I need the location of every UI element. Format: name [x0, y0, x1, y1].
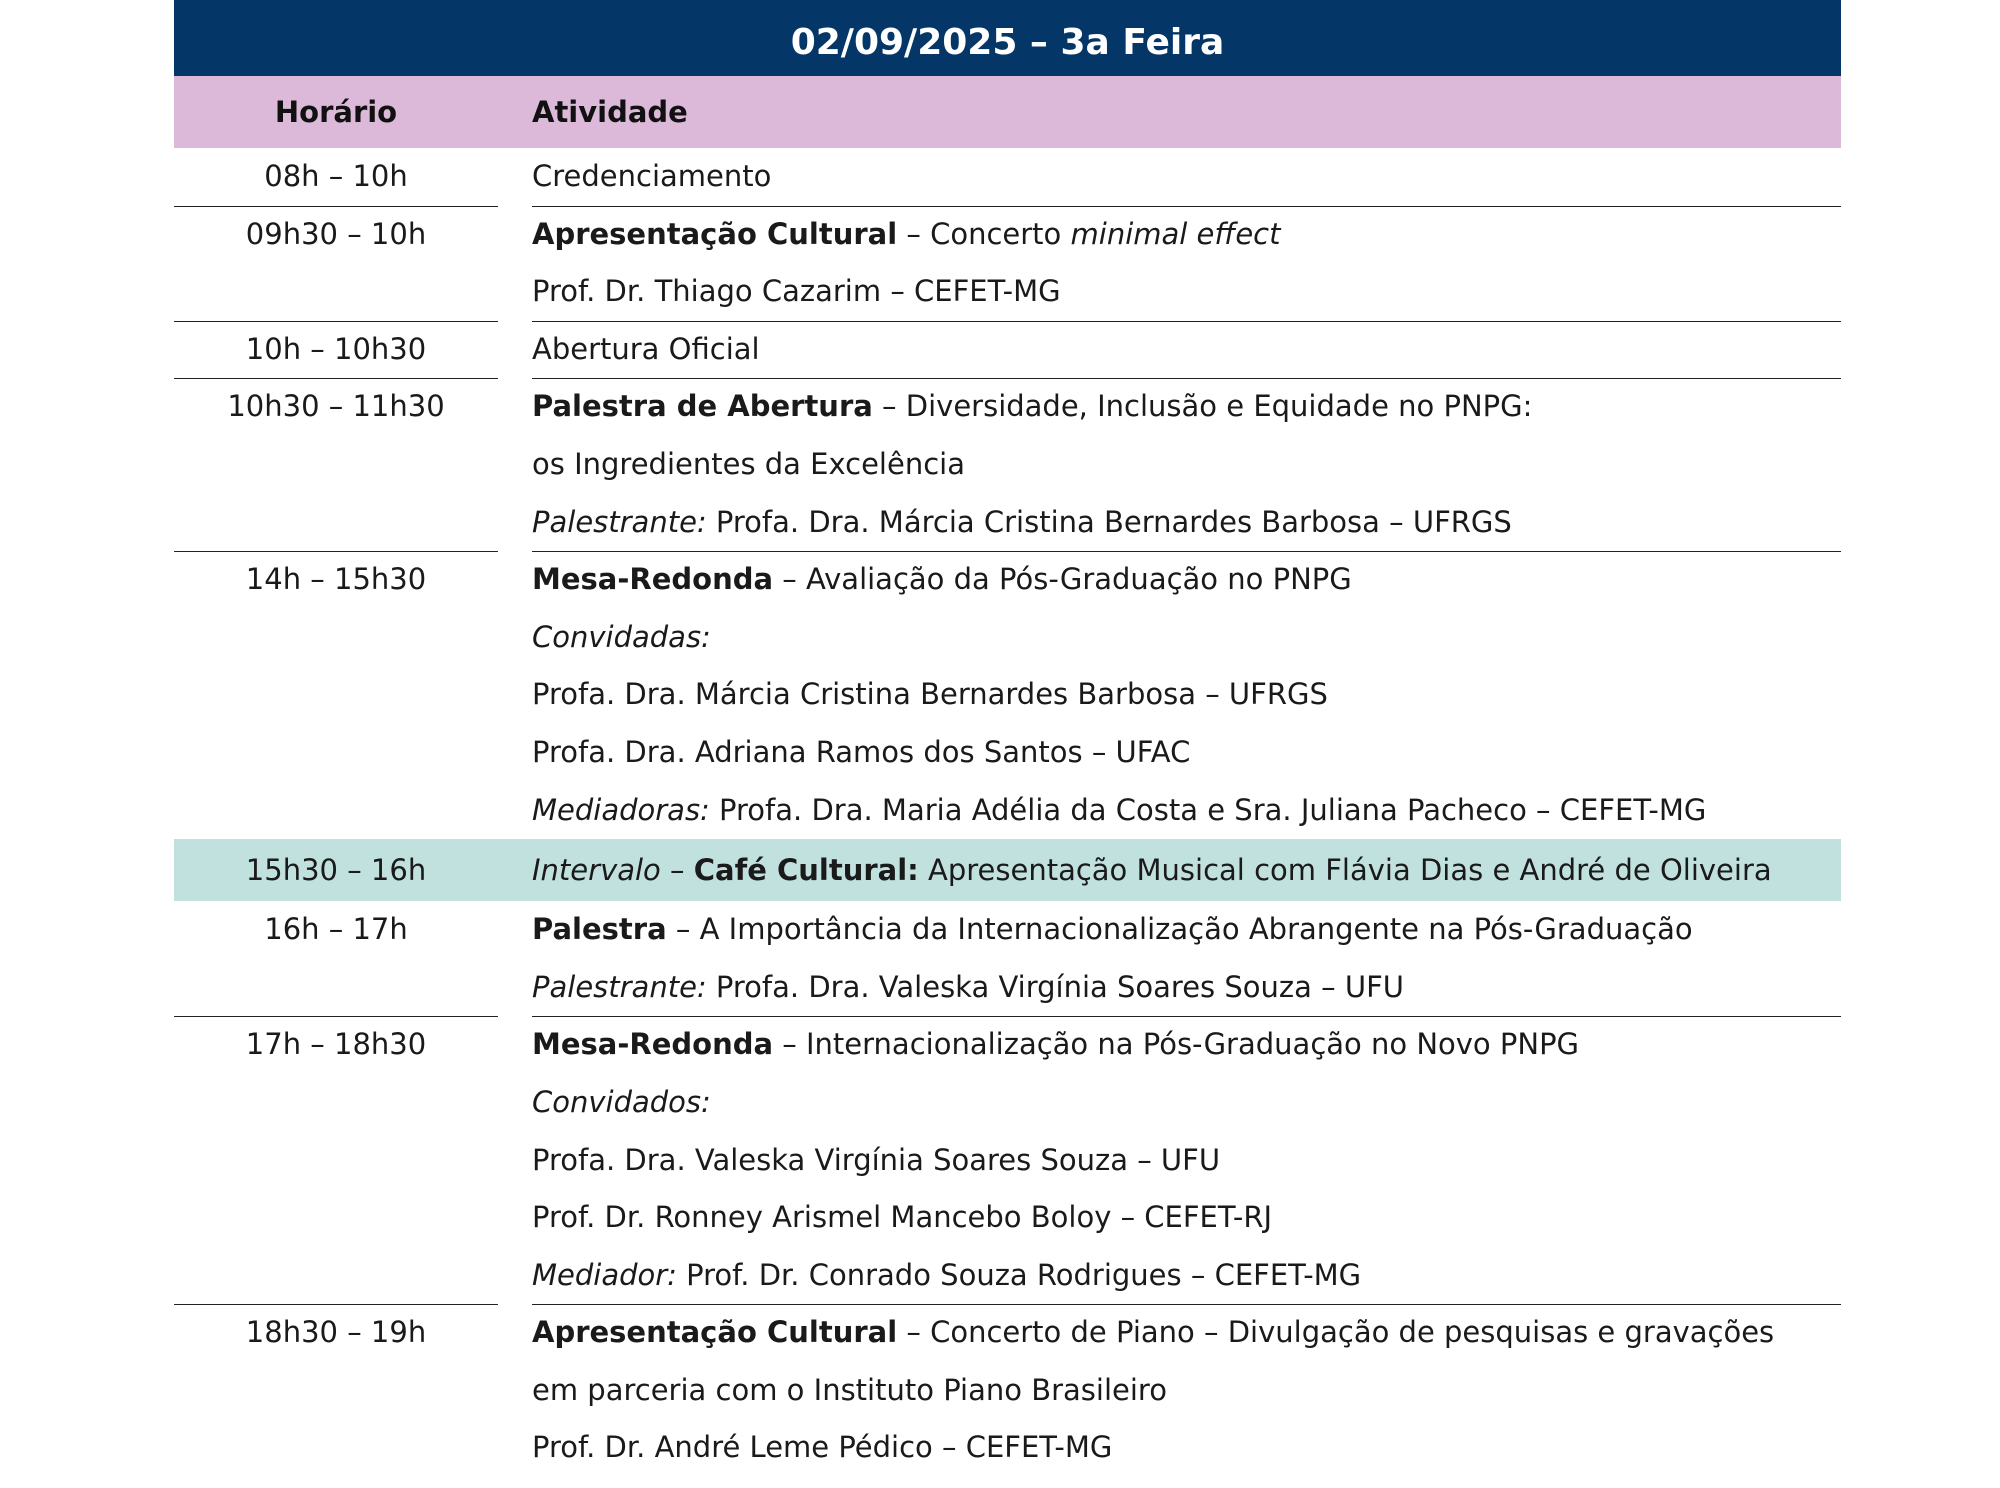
- time-cell: 15h30 – 16h: [245, 853, 427, 888]
- table-row: [174, 321, 1841, 379]
- text-segment: Apresentação Musical com Flávia Dias e André de Oliveira: [918, 853, 1772, 888]
- activity-line: [532, 609, 1841, 667]
- bold-title: Mesa-Redonda: [532, 1027, 774, 1062]
- activity-line: [532, 494, 1841, 552]
- activity-line: [532, 1189, 1841, 1247]
- text-segment: Credenciamento: [532, 159, 772, 193]
- column-header-time: Horário: [274, 95, 398, 129]
- text-segment: Profa. Dra. Márcia Cristina Bernardes Barbosa – UFRGS: [706, 504, 1512, 539]
- activity-cell: [532, 901, 1841, 1016]
- text-segment: – Avaliação da Pós-Graduação no PNPG: [773, 562, 1352, 597]
- time-cell: 10h30 – 11h30: [227, 389, 445, 424]
- text-segment: Profa. Dra. Valeska Virgínia Soares Souza – UFU: [532, 1142, 1221, 1177]
- activity-line: [532, 378, 1841, 436]
- italic-label: Mediadoras:: [532, 792, 710, 827]
- text-segment: – Concerto de Piano – Divulgação de pesquisas e gravações: [897, 1315, 1775, 1350]
- table-row: [174, 1016, 1841, 1304]
- activity-line: [532, 782, 1841, 840]
- bold-title: Apresentação Cultural: [532, 216, 898, 251]
- table-row: [174, 206, 1841, 321]
- bold-title: Palestra de Abertura: [532, 389, 873, 424]
- activity-line: [532, 839, 1841, 901]
- italic-label: Palestrante:: [532, 969, 707, 1004]
- text-segment: – Concerto: [897, 216, 1071, 251]
- activity-line: [532, 724, 1841, 782]
- activity-line: [532, 1016, 1841, 1074]
- activity-line: [532, 263, 1841, 321]
- text-segment: Prof. Dr. Thiago Cazarim – CEFET-MG: [532, 274, 1061, 309]
- time-cell: 08h – 10h: [264, 159, 408, 193]
- text-segment: – Internacionalização na Pós-Graduação no Novo PNPG: [773, 1027, 1580, 1062]
- activity-cell: [532, 1016, 1841, 1304]
- text-segment: em parceria com o Instituto Piano Brasileiro: [532, 1372, 1167, 1407]
- activity-cell: [532, 839, 1841, 901]
- activity-line: [532, 666, 1841, 724]
- text-segment: Profa. Dra. Maria Adélia da Costa e Sra. Juliana Pacheco – CEFET-MG: [709, 792, 1707, 827]
- activity-line: [532, 1362, 1841, 1420]
- time-cell: 14h – 15h30: [245, 562, 427, 597]
- text-segment: Profa. Dra. Adriana Ramos dos Santos – UFAC: [532, 734, 1191, 769]
- date-banner: 02/09/2025 – 3a Feira: [174, 0, 1841, 76]
- italic-label: Palestrante:: [532, 504, 707, 539]
- text-segment: – A Importância da Internacionalização Abrangente na Pós-Graduação: [666, 912, 1693, 947]
- table-header: [174, 76, 1841, 148]
- activity-cell: [532, 378, 1841, 551]
- activity-cell: [532, 321, 1841, 379]
- bold-title: Café Cultural:: [693, 853, 919, 888]
- bold-title: Palestra: [532, 912, 667, 947]
- activity-line: [532, 1247, 1841, 1305]
- text-segment: –: [660, 853, 694, 888]
- activity-line: [532, 901, 1841, 959]
- italic-text: minimal effect: [1070, 216, 1281, 251]
- italic-label: Intervalo: [532, 853, 661, 888]
- text-segment: os Ingredientes da Excelência: [532, 446, 965, 481]
- activity-line: [532, 148, 1841, 206]
- column-header-activity: Atividade: [532, 95, 688, 129]
- italic-label: Convidados:: [532, 1084, 711, 1119]
- text-segment: Prof. Dr. Conrado Souza Rodrigues – CEFET-MG: [676, 1257, 1362, 1292]
- activity-line: [532, 206, 1841, 264]
- bold-title: Mesa-Redonda: [532, 562, 774, 597]
- text-segment: Profa. Dra. Márcia Cristina Bernardes Barbosa – UFRGS: [532, 677, 1328, 712]
- activity-line: [532, 1132, 1841, 1190]
- text-segment: Profa. Dra. Valeska Virgínia Soares Souza – UFU: [706, 969, 1404, 1004]
- text-segment: – Diversidade, Inclusão e Equidade no PNPG:: [872, 389, 1533, 424]
- table-row: [174, 551, 1841, 839]
- italic-label: Convidadas:: [532, 619, 711, 654]
- time-cell: 18h30 – 19h: [245, 1315, 427, 1350]
- activity-line: [532, 1074, 1841, 1132]
- table-body: [174, 148, 1841, 1477]
- activity-line: [532, 1304, 1841, 1362]
- text-segment: Prof. Dr. André Leme Pédico – CEFET-MG: [532, 1430, 1113, 1465]
- text-segment: Prof. Dr. Ronney Arismel Mancebo Boloy – CEFET-RJ: [532, 1200, 1273, 1235]
- time-cell: 16h – 17h: [264, 912, 408, 947]
- activity-cell: [532, 1304, 1841, 1477]
- time-cell: 10h – 10h30: [245, 331, 427, 366]
- italic-label: Mediador:: [532, 1257, 677, 1292]
- text-segment: Abertura Oficial: [532, 331, 760, 366]
- time-cell: 09h30 – 10h: [245, 216, 427, 251]
- table-row: [174, 901, 1841, 1016]
- time-cell: 17h – 18h30: [245, 1027, 427, 1062]
- activity-line: [532, 959, 1841, 1017]
- schedule-table: [174, 0, 1841, 1477]
- activity-cell: [532, 148, 1841, 206]
- activity-line: [532, 321, 1841, 379]
- bold-title: Apresentação Cultural: [532, 1315, 898, 1350]
- table-row: [174, 1304, 1841, 1477]
- activity-line: [532, 1419, 1841, 1477]
- activity-cell: [532, 551, 1841, 839]
- table-row: [174, 839, 1841, 901]
- table-row: [174, 148, 1841, 206]
- table-row: [174, 378, 1841, 551]
- activity-cell: [532, 206, 1841, 321]
- activity-line: [532, 551, 1841, 609]
- activity-line: [532, 436, 1841, 494]
